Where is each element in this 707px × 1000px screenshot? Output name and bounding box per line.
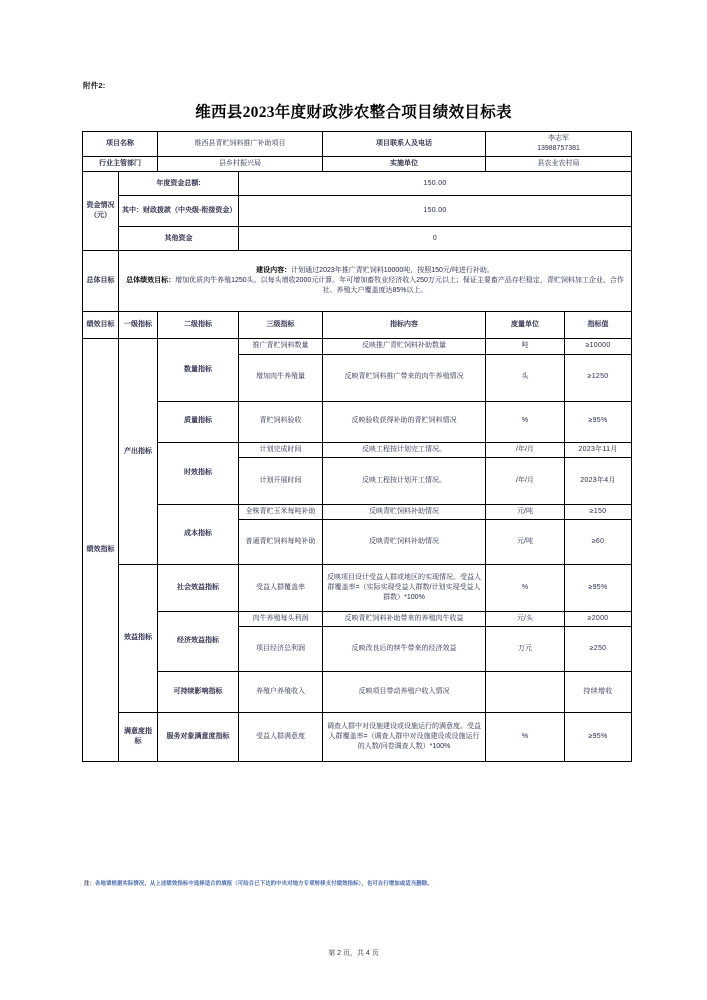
indicator-value: ≥150 — [565, 504, 632, 519]
indicator-value: ≥95% — [565, 564, 632, 611]
funding-label-2: 其他资金 — [119, 227, 239, 251]
level3-value: 全株青贮玉米每吨补助 — [239, 504, 323, 519]
overall-construction-line — [122, 266, 628, 276]
indicator-unit: % — [486, 401, 565, 442]
unit-label: 实施单位 — [323, 157, 486, 172]
level2-label-cost: 成本指标 — [158, 504, 239, 564]
project-name-value: 维西县青贮饲料推广补助项目 — [158, 132, 323, 157]
contact-name: 李志军 — [548, 135, 569, 142]
indicator-unit: % — [486, 564, 565, 611]
table-row — [83, 504, 632, 519]
indicator-content: 反映青贮饲料补助情况 — [323, 519, 486, 564]
indicator-value: ≥10000 — [565, 339, 632, 354]
level2-label-quantity: 数量指标 — [158, 339, 239, 401]
column-header-0: 绩效目标 — [83, 312, 119, 339]
funding-section-label: 资金情况（元） — [83, 172, 119, 251]
level2-label-sustainability: 可持续影响指标 — [158, 671, 239, 712]
column-header-4: 指标内容 — [323, 312, 486, 339]
indicator-content: 反映推广青贮饲料补助数量 — [323, 339, 486, 354]
indicator-value: ≥60 — [565, 519, 632, 564]
table-row — [83, 671, 632, 712]
indicator-content: 反映青贮饲料补助带来的养殖肉牛收益 — [323, 611, 486, 626]
level2-label-quality: 质量指标 — [158, 401, 239, 442]
level3-value: 普通青贮饲料每吨补助 — [239, 519, 323, 564]
level3-value: 增加肉牛养殖量 — [239, 354, 323, 401]
column-header-5: 度量单位 — [486, 312, 565, 339]
indicator-content: 反映青贮饲料推广带来的肉牛养殖情况 — [323, 354, 486, 401]
overall-performance-line — [122, 276, 628, 296]
contact-phone: 13988757381 — [537, 145, 580, 153]
level3-value: 受益人群覆盖率 — [239, 564, 323, 611]
overall-performance-title: 总体绩效目标： — [126, 277, 176, 285]
performance-target-table — [82, 131, 632, 762]
column-header-6: 指标值 — [565, 312, 632, 339]
unit-value: 县农业农村局 — [486, 157, 632, 172]
column-header-3: 三级指标 — [239, 312, 323, 339]
indicator-unit: 头 — [486, 354, 565, 401]
indicator-content: 反映项目设计受益人群或地区的实现情况。受益人群覆盖率=（实际实现受益人群数/计划实现受益人群数）*100% — [323, 564, 486, 611]
funding-label-0: 年度资金总额: — [119, 172, 239, 196]
indicator-content: 反映工程按计划完工情况。 — [323, 442, 486, 457]
indicator-content: 调查人群中对设施建设或设施运行的满意度。受益人群覆盖率=（调查人群中对设施建设或设施运行的人数/问卷调查人数）*100% — [323, 712, 486, 761]
level1-label-1: 效益指标 — [119, 564, 158, 712]
level2-label-satisfaction: 服务对象满意度指标 — [158, 712, 239, 761]
attachment-label: 附件2: — [83, 81, 106, 90]
dept-label: 行业主管部门 — [83, 157, 158, 172]
table-row-department — [83, 157, 632, 172]
table-row-funding-total — [83, 172, 632, 196]
level3-value: 受益人群满意度 — [239, 712, 323, 761]
page-footer: 第 2 页，共 4 页 — [328, 950, 379, 957]
table-row-funding-other — [83, 227, 632, 251]
indicator-root-label: 绩效指标 — [83, 339, 119, 762]
indicator-unit: 元/吨 — [486, 519, 565, 564]
page-title: 维西县2023年度财政涉农整合项目绩效目标表 — [195, 104, 512, 121]
funding-label-1: 其中：财政拨款（中央级-衔接资金） — [119, 196, 239, 227]
footnote-text: 各地请根据实际情况，从上述绩效指标中选择适合的填报（可结合已下达的中央对地方专项转移支付绩效指标），也可自行增加或适当删除。 — [94, 881, 433, 887]
indicator-unit: 元/头 — [486, 611, 565, 626]
indicator-unit: 万元 — [486, 626, 565, 671]
table-row — [83, 564, 632, 611]
footnote — [84, 880, 644, 888]
indicator-content: 反映青贮饲料补助情况 — [323, 504, 486, 519]
overall-construction-text: 计划通过2023年推广青贮饲料10000吨，按照150元/吨进行补助。 — [291, 267, 494, 275]
project-name-label: 项目名称 — [83, 132, 158, 157]
column-header-1: 一级指标 — [119, 312, 158, 339]
indicator-value: ≥250 — [565, 626, 632, 671]
table-row — [83, 442, 632, 457]
overall-goal-label: 总体目标 — [83, 251, 119, 312]
indicator-value: ≥95% — [565, 712, 632, 761]
indicator-unit: /年/月 — [486, 442, 565, 457]
indicator-unit — [486, 671, 565, 712]
indicator-value: ≥2000 — [565, 611, 632, 626]
level3-value: 推广青贮饲料数量 — [239, 339, 323, 354]
indicator-unit: 元/吨 — [486, 504, 565, 519]
indicator-unit: /年/月 — [486, 457, 565, 504]
level2-label-timeliness: 时效指标 — [158, 442, 239, 504]
table-header-row — [83, 312, 632, 339]
indicator-value: ≥1250 — [565, 354, 632, 401]
indicator-unit: % — [486, 712, 565, 761]
indicator-content: 反映项目带动养殖户收入情况 — [323, 671, 486, 712]
contact-label: 项目联系人及电话 — [323, 132, 486, 157]
indicator-content: 反映改良后的犊牛带来的经济效益 — [323, 626, 486, 671]
table-row-project-name — [83, 132, 632, 157]
column-header-2: 二级指标 — [158, 312, 239, 339]
indicator-value: 2023年4月 — [565, 457, 632, 504]
level3-value: 计划完成时间 — [239, 442, 323, 457]
footnote-prefix: 注： — [84, 881, 95, 887]
indicator-value: 持续增收 — [565, 671, 632, 712]
level3-value: 青贮饲料验收 — [239, 401, 323, 442]
level3-value: 计划开展时间 — [239, 457, 323, 504]
dept-value: 县乡村振兴局 — [158, 157, 323, 172]
level3-value: 肉牛养殖每头利润 — [239, 611, 323, 626]
overall-performance-text: 增加优质肉牛养殖1250头。以每头增收2000元计算。年可增加畜牧业经济收入250万元以上；保证主要畜产品存栏稳定，青贮饲料加工企业、合作社、养殖大户覆盖度达85%以上。 — [175, 277, 624, 295]
funding-value-1: 150.00 — [239, 196, 632, 227]
indicator-value: 2023年11月 — [565, 442, 632, 457]
table-row-funding-fiscal — [83, 196, 632, 227]
funding-value-0: 150.00 — [239, 172, 632, 196]
table-row — [83, 339, 632, 354]
indicator-unit: 吨 — [486, 339, 565, 354]
contact-value — [486, 132, 632, 157]
level2-label-social: 社会效益指标 — [158, 564, 239, 611]
funding-value-2: 0 — [239, 227, 632, 251]
table-row-overall-goal — [83, 251, 632, 312]
overall-goal-content — [119, 251, 632, 312]
table-row — [83, 611, 632, 626]
table-row — [83, 712, 632, 761]
level3-value: 项目经济总利润 — [239, 626, 323, 671]
overall-construction-title: 建设内容： — [256, 267, 292, 275]
level1-label-2: 满意度指标 — [119, 712, 158, 761]
level3-value: 养殖户养殖收入 — [239, 671, 323, 712]
indicator-value: ≥95% — [565, 401, 632, 442]
level2-label-economic: 经济效益指标 — [158, 611, 239, 671]
indicator-content: 反映工程按计划开工情况。 — [323, 457, 486, 504]
table-row — [83, 401, 632, 442]
indicator-content: 反映验收获得补助的青贮饲料情况 — [323, 401, 486, 442]
level1-label-0: 产出指标 — [119, 339, 158, 564]
